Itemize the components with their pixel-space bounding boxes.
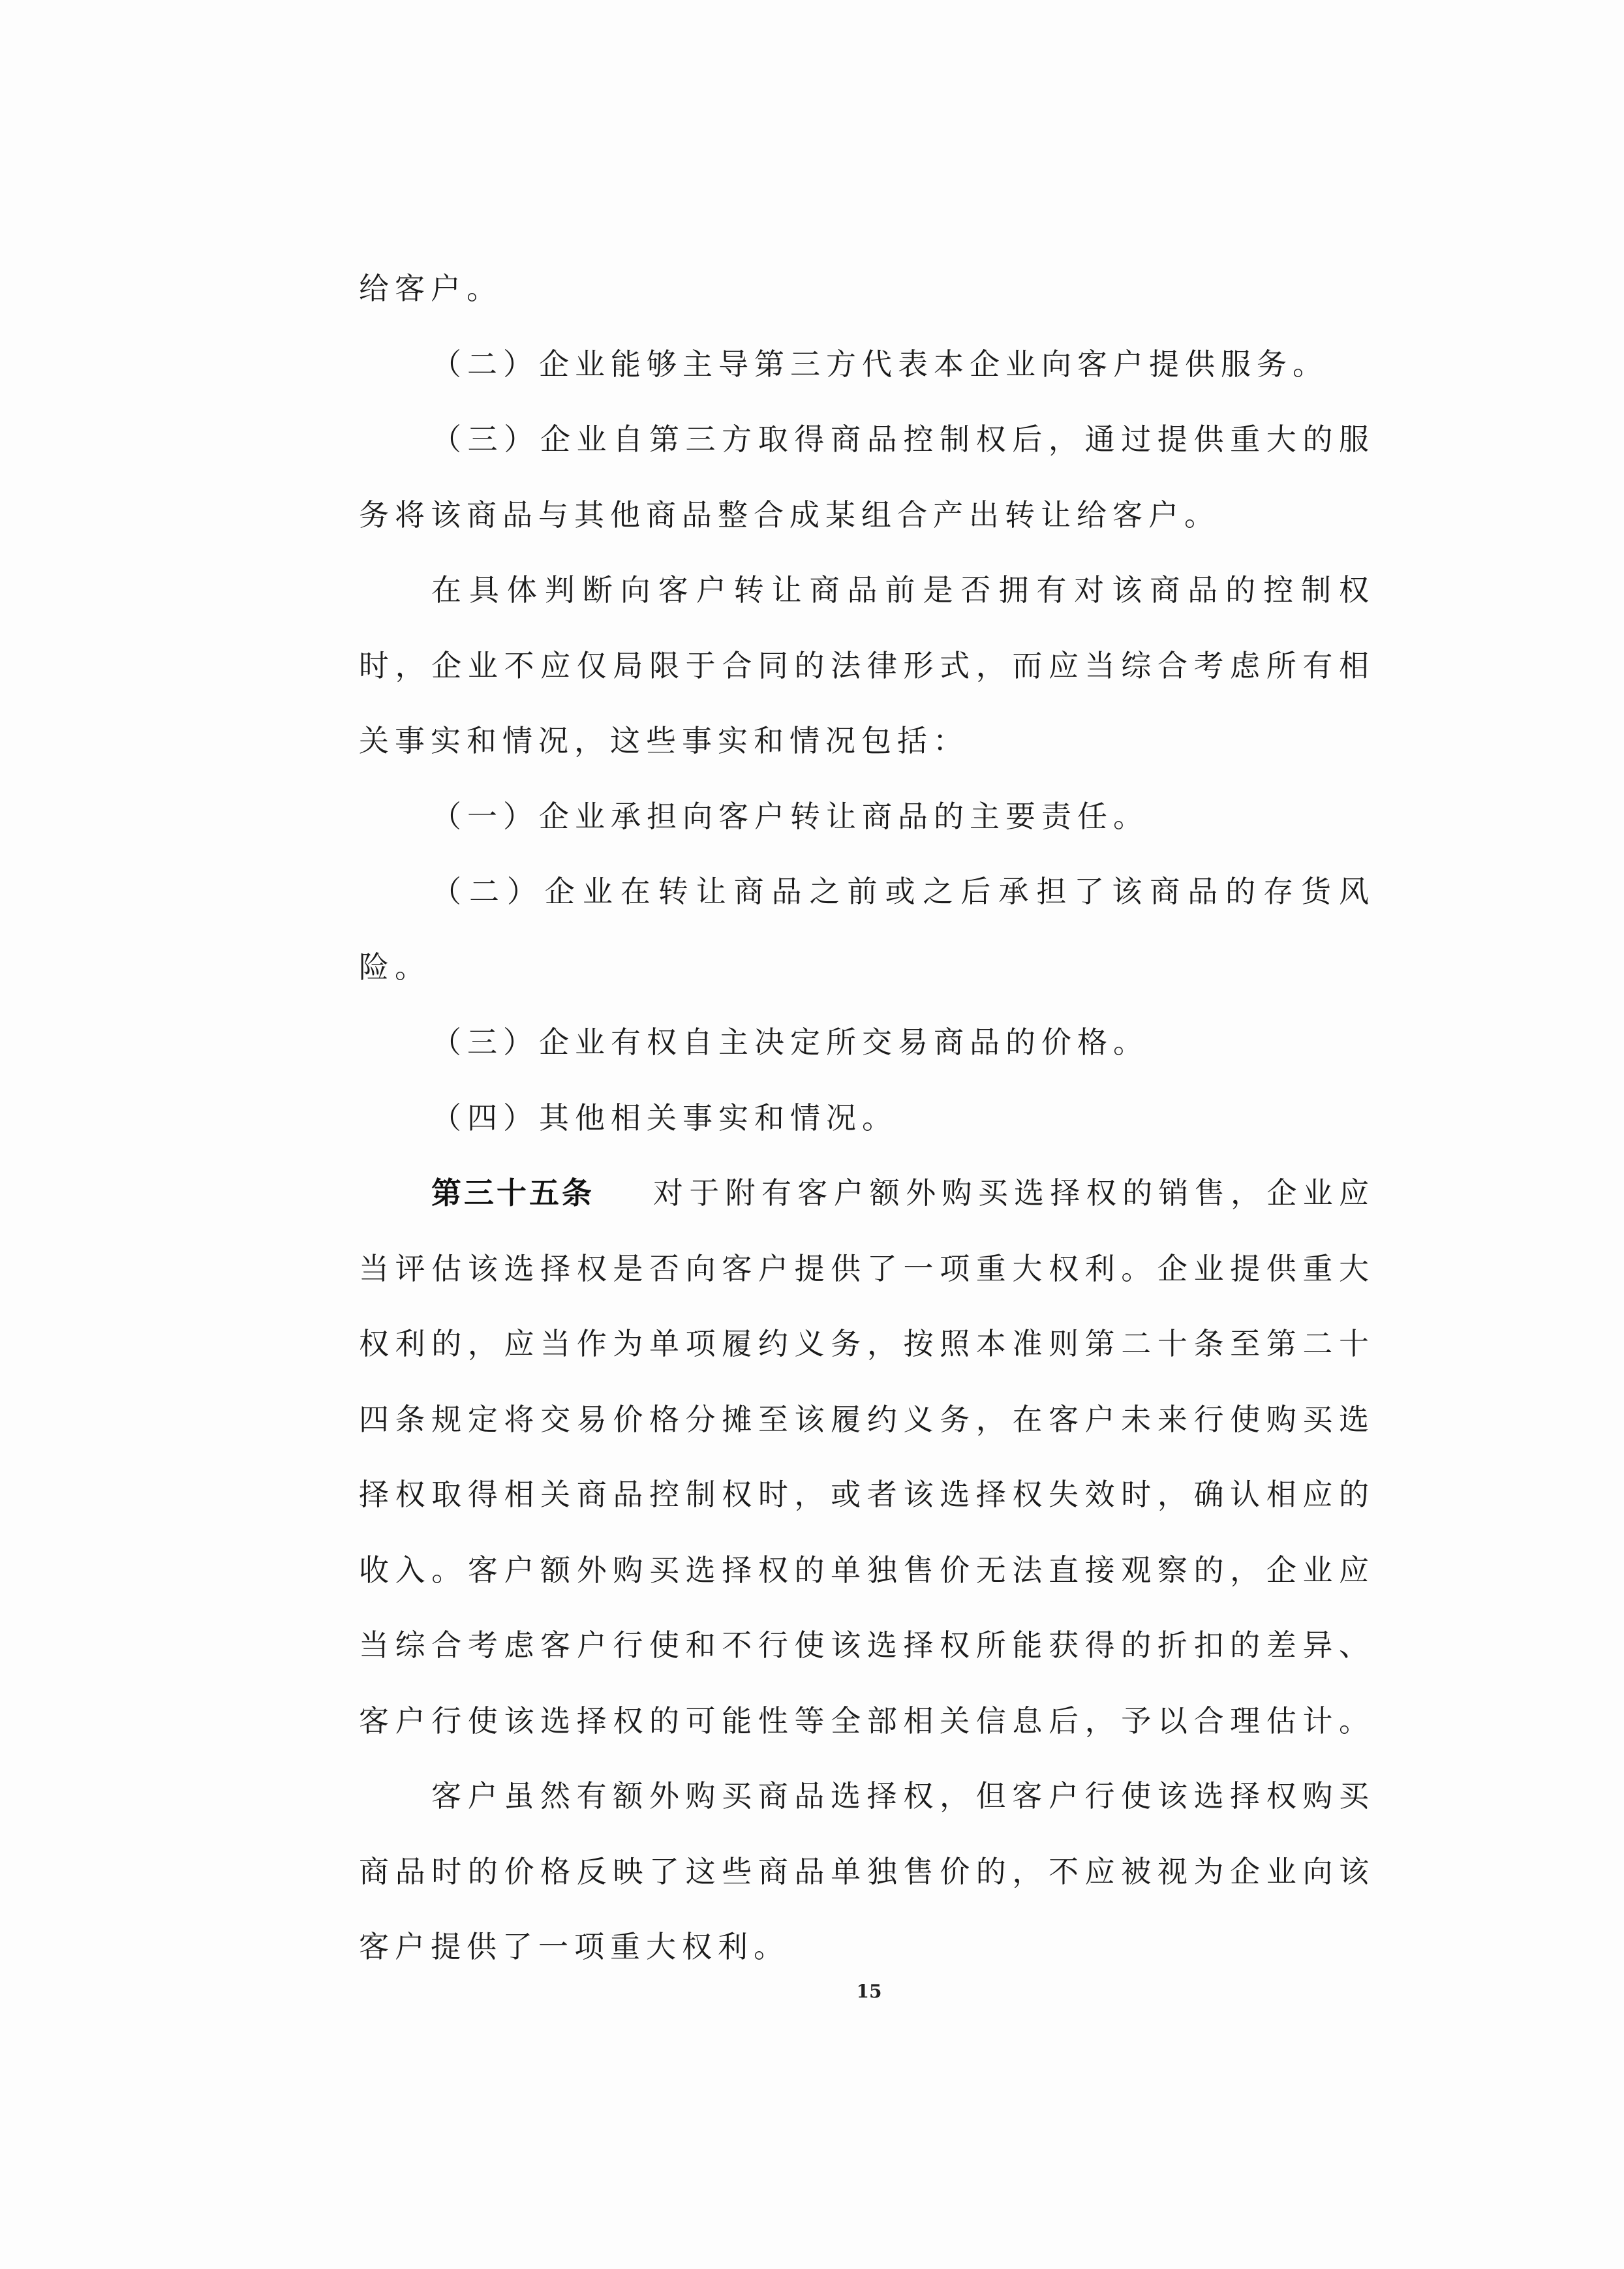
text-line: （三）企业有权自主决定所交易商品的价格。	[431, 1025, 1149, 1060]
paragraph-factor-4	[359, 1081, 1375, 1156]
text-line: （四）其他相关事实和情况。	[431, 1100, 898, 1135]
text-line: 四条规定将交易价格分摊至该履约义务，在客户未来行使购买选	[359, 1401, 1375, 1437]
paragraph-factor-3	[359, 1005, 1375, 1081]
text-line: （二）企业在转让商品之前或之后承担了该商品的存货风	[431, 874, 1375, 909]
paragraph-item-3	[359, 402, 1375, 553]
text-line: 客户行使该选择权的可能性等全部相关信息后，予以合理估计。	[359, 1703, 1375, 1738]
article-first-line	[359, 1156, 1375, 1231]
text-line: （三）企业自第三方取得商品控制权后，通过提供重大的服	[431, 422, 1375, 457]
text-line: （二）企业能够主导第三方代表本企业向客户提供服务。	[431, 346, 1328, 382]
text-line: 在具体判断向客户转让商品前是否拥有对该商品的控制权	[431, 572, 1375, 608]
article-heading: 第三十五条	[431, 1175, 594, 1211]
text-line: 收入。客户额外购买选择权的单独售价无法直接观察的，企业应	[359, 1552, 1375, 1588]
page-number: 15	[856, 1981, 882, 2002]
text-line: 关事实和情况，这些事实和情况包括：	[359, 723, 969, 758]
text-line: 时，企业不应仅局限于合同的法律形式，而应当综合考虑所有相	[359, 647, 1375, 683]
text-line: 对于附有客户额外购买选择权的销售，企业应	[653, 1175, 1375, 1211]
text-line: 务将该商品与其他商品整合成某组合产出转让给客户。	[359, 497, 1220, 533]
text-line: 权利的，应当作为单项履约义务，按照本准则第二十条至第二十	[359, 1326, 1375, 1361]
paragraph-continued	[359, 251, 1375, 327]
paragraph-factor-2	[359, 854, 1375, 1005]
paragraph-article-35	[359, 1156, 1375, 1759]
text-line: 当评估该选择权是否向客户提供了一项重大权利。企业提供重大	[359, 1250, 1375, 1286]
paragraph-control-judgement	[359, 553, 1375, 779]
paragraph-factor-1	[359, 779, 1375, 855]
text-line: 商品时的价格反映了这些商品单独售价的，不应被视为企业向该	[359, 1853, 1375, 1889]
text-line: 客户提供了一项重大权利。	[359, 1929, 789, 1964]
paragraph-item-2	[359, 327, 1375, 403]
text-line: （一）企业承担向客户转让商品的主要责任。	[431, 798, 1149, 834]
text-body	[359, 251, 1375, 1985]
paragraph-option-exception	[359, 1759, 1375, 1985]
text-line: 择权取得相关商品控制权时，或者该选择权失效时，确认相应的	[359, 1477, 1375, 1512]
text-line: 客户虽然有额外购买商品选择权，但客户行使该选择权购买	[431, 1778, 1375, 1814]
text-line: 险。	[359, 949, 431, 985]
text-line: 给客户。	[359, 271, 502, 306]
text-line: 当综合考虑客户行使和不行使该选择权所能获得的折扣的差异、	[359, 1628, 1375, 1663]
